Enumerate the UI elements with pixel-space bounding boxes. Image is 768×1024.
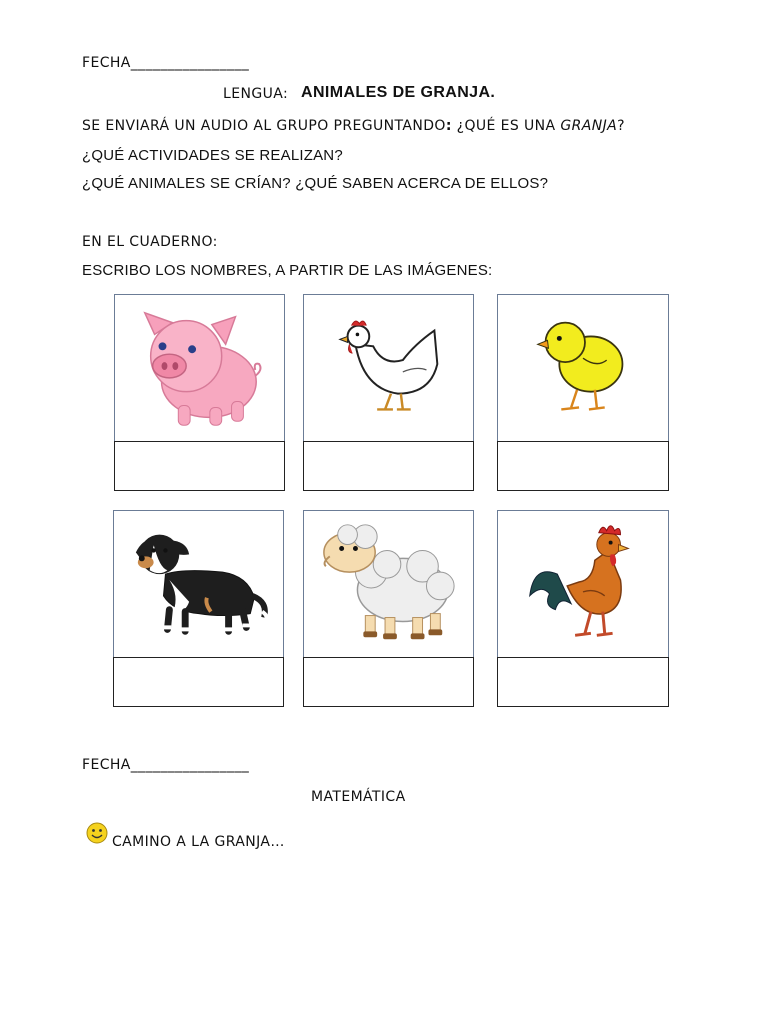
answer-box-1 [114,441,285,491]
picture-box-sheep [303,510,474,658]
picture-box-dog [113,510,284,658]
chick-icon [498,295,668,441]
subject-label: LENGUA: [223,86,289,102]
hen-icon [304,295,473,441]
sheep-icon [304,511,473,657]
task-line-1: EN EL CUADERNO: [82,234,218,250]
answer-box-2 [303,441,474,491]
picture-box-hen [303,294,474,442]
smiley-icon [86,822,108,844]
intro-line-1-colon: : [445,118,452,134]
intro-line-1 [82,118,625,134]
intro-line-1-end: ? [617,118,625,134]
answer-box-5 [303,657,474,707]
math-task-line: CAMINO A LA GRANJA… [112,834,285,850]
task-line-2: ESCRIBO LOS NOMBRES, A PARTIR DE LAS IMÁGENES: [82,262,493,279]
dog-icon [114,511,283,657]
pig-icon [115,295,284,441]
answer-box-4 [113,657,284,707]
math-fecha-line: FECHA________________ [82,757,250,773]
intro-line-3: ¿QUÉ ANIMALES SE CRÍAN? ¿QUÉ SABEN ACERCA DE ELLOS? [82,175,549,192]
answer-box-3 [497,441,669,491]
intro-line-1-question: ¿QUÉ ES UNA [451,118,561,134]
intro-line-1-prefix: SE ENVIARÁ UN AUDIO AL GRUPO PREGUNTANDO [82,118,446,134]
answer-box-6 [497,657,669,707]
intro-line-2: ¿QUÉ ACTIVIDADES SE REALIZAN? [82,147,343,164]
picture-box-chick [497,294,669,442]
intro-line-1-italic: GRANJA [560,118,618,134]
picture-box-pig [114,294,285,442]
page-title: ANIMALES DE GRANJA. [301,84,496,101]
picture-box-rooster [497,510,669,658]
rooster-icon [498,511,668,657]
fecha-line: FECHA________________ [82,55,250,71]
math-subject-title: MATEMÁTICA [311,789,406,805]
